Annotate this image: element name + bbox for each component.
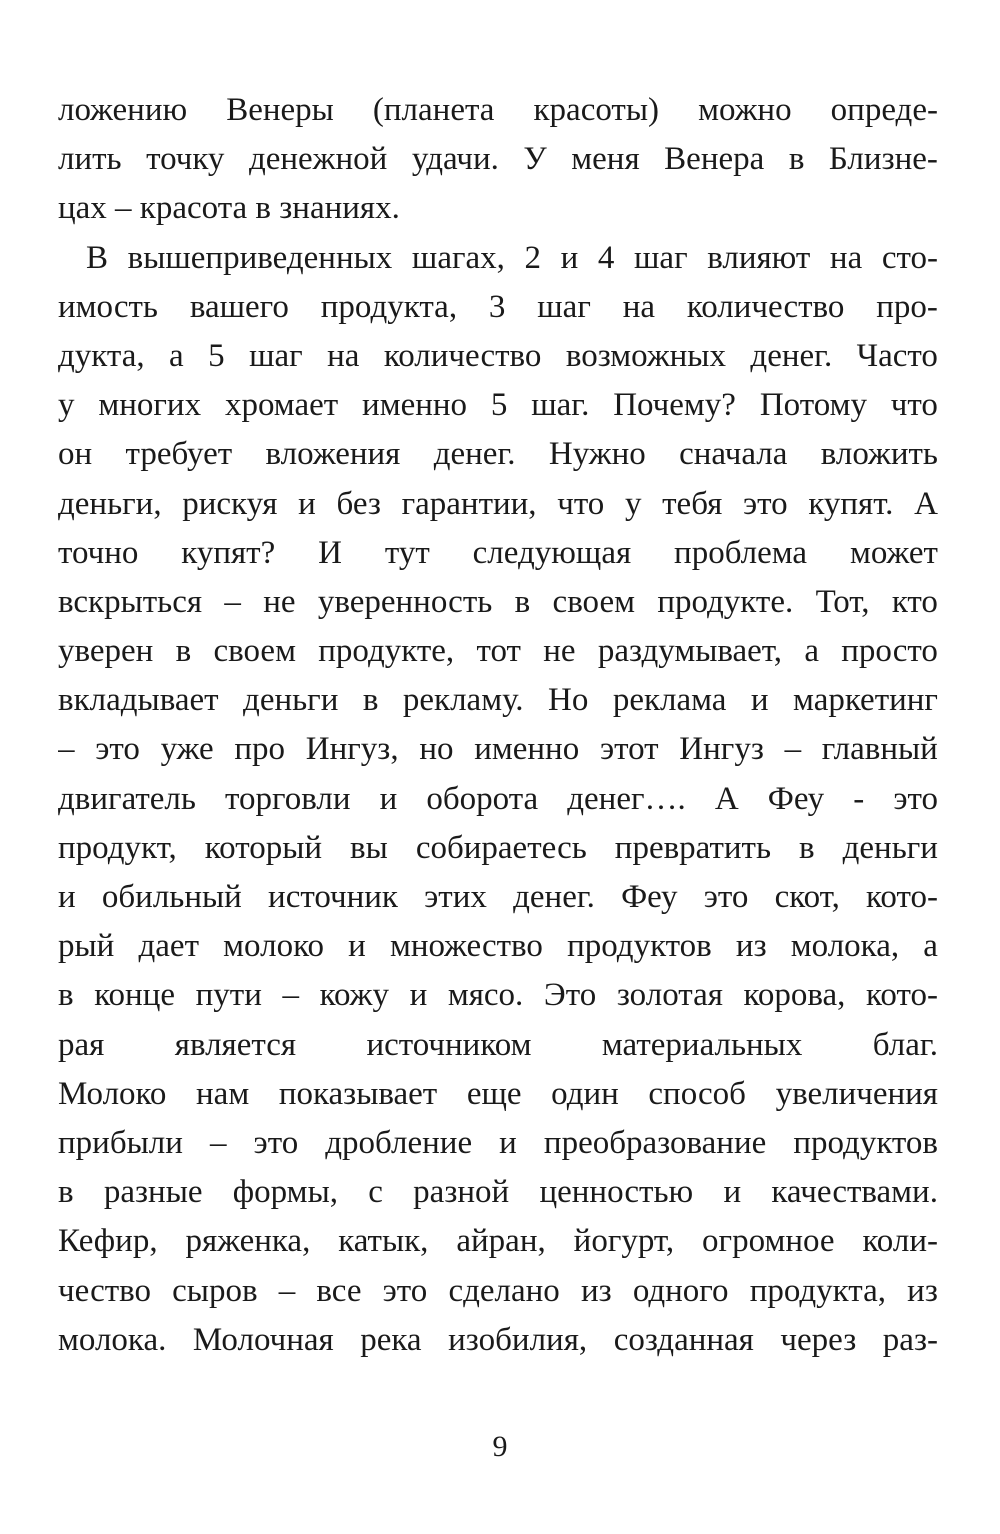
paragraph-1 bbox=[58, 86, 938, 234]
text-line: ложению Венеры (планета красоты) можно опреде- bbox=[58, 92, 938, 128]
text-line: у многих хромает именно 5 шаг. Почему? Потому что bbox=[58, 387, 938, 424]
text-line: Кефир, ряженка, катык, айран, йогурт, огромное коли- bbox=[58, 1223, 938, 1260]
text-line: Молоко нам показывает еще один способ увеличения bbox=[58, 1075, 938, 1112]
text-line: цах – красота в знаниях. bbox=[58, 190, 400, 227]
text-line: лить точку денежной удачи. У меня Венера в Близне- bbox=[58, 141, 938, 178]
text-line: молока. Молочная река изобилия, созданная через раз- bbox=[58, 1321, 938, 1358]
text-line: уверен в своем продукте, тот не раздумывает, а просто bbox=[58, 633, 938, 670]
text-line: двигатель торговли и оборота денег…. А Феу - это bbox=[58, 780, 938, 817]
paragraph-2 bbox=[58, 234, 938, 1365]
text-line: вкладывает деньги в рекламу. Но реклама и маркетинг bbox=[58, 682, 938, 719]
body-text bbox=[58, 86, 938, 1365]
text-line: в разные формы, с разной ценностью и качествами. bbox=[58, 1174, 938, 1211]
text-line: чество сыров – все это сделано из одного продукта, из bbox=[58, 1272, 938, 1309]
text-line: в конце пути – кожу и мясо. Это золотая корова, кото- bbox=[58, 977, 938, 1014]
text-line: – это уже про Ингуз, но именно этот Ингуз – главный bbox=[58, 731, 938, 768]
text-line: прибыли – это дробление и преобразование продуктов bbox=[58, 1124, 938, 1161]
text-line: рая является источником материальных благ. bbox=[58, 1026, 938, 1063]
text-line: точно купят? И тут следующая проблема может bbox=[58, 534, 938, 571]
text-line: дукта, а 5 шаг на количество возможных денег. Часто bbox=[58, 337, 938, 374]
text-line: продукт, который вы собираетесь превратить в деньги bbox=[58, 829, 938, 866]
page-number: 9 bbox=[492, 1430, 508, 1463]
text-line: деньги, рискуя и без гарантии, что у тебя это купят. А bbox=[58, 485, 938, 522]
text-line: рый дает молоко и множество продуктов из молока, а bbox=[58, 928, 938, 965]
text-line: и обильный источник этих денег. Феу это скот, кото- bbox=[58, 879, 938, 915]
text-line: вскрыться – не уверенность в своем продукте. Тот, кто bbox=[58, 583, 938, 620]
text-line: он требует вложения денег. Нужно сначала вложить bbox=[58, 436, 938, 473]
text-line: имость вашего продукта, 3 шаг на количество про- bbox=[58, 288, 938, 325]
text-line: В вышеприведенных шагах, 2 и 4 шаг влияют на сто- bbox=[86, 239, 938, 276]
